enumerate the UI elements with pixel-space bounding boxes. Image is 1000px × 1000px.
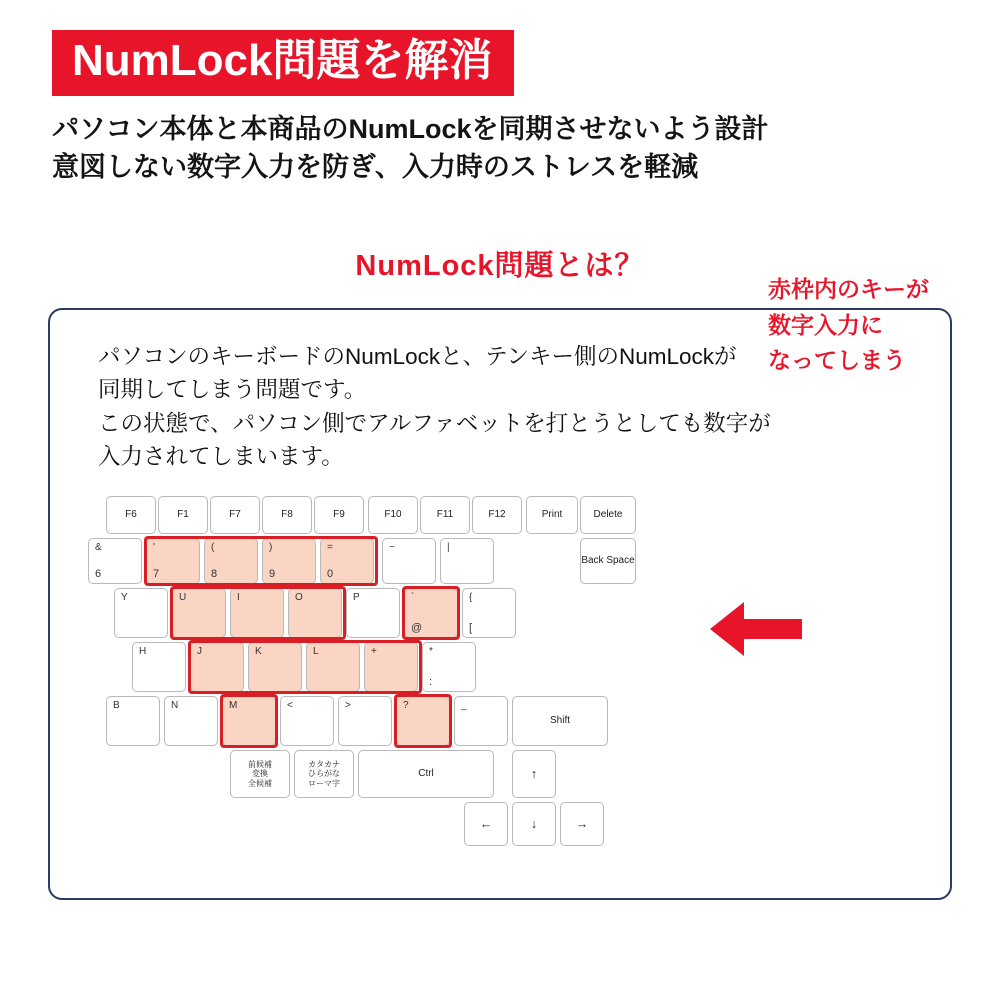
key-j-label: J bbox=[197, 646, 202, 657]
card-body-line-1: パソコンのキーボードのNumLockと、テンキー側のNumLockが bbox=[98, 344, 737, 369]
key-pipe-label: | bbox=[447, 542, 450, 553]
key-l-label: L bbox=[313, 646, 319, 657]
key-8 bbox=[204, 538, 258, 584]
key-f6: F6 bbox=[106, 496, 156, 534]
key-katakana-hiragana bbox=[294, 750, 354, 798]
key-colon-shift-label: * bbox=[429, 646, 433, 657]
key-delete: Delete bbox=[580, 496, 636, 534]
key-u-label: U bbox=[179, 592, 187, 603]
key-ctrl-right: Ctrl bbox=[358, 750, 494, 798]
key-m bbox=[222, 696, 276, 746]
key-comma-label: < bbox=[287, 700, 293, 711]
key-at-shift-label: ` bbox=[411, 592, 415, 603]
key-question bbox=[396, 696, 450, 746]
key-underscore-label: _ bbox=[461, 700, 467, 711]
key-f1: F1 bbox=[158, 496, 208, 534]
key-9-shift-label: ) bbox=[269, 542, 273, 553]
key-y-label: Y bbox=[121, 592, 128, 603]
lead-line-2: 意図しない数字入力を防ぎ、入力時のストレスを軽減 bbox=[52, 152, 699, 183]
key-comma bbox=[280, 696, 334, 746]
key-plus bbox=[364, 642, 418, 692]
key-7 bbox=[146, 538, 200, 584]
key-underscore bbox=[454, 696, 508, 746]
annotation-line-3: なってしまう bbox=[768, 347, 906, 374]
annotation-line-2: 数字入力に bbox=[768, 311, 883, 338]
key-arrow-down-icon: ↓ bbox=[512, 802, 556, 846]
key-katakana-label: カタカナ ひらがな ローマ字 bbox=[308, 760, 340, 788]
key-n bbox=[164, 696, 218, 746]
key-colon-label: : bbox=[429, 675, 433, 688]
explanation-card bbox=[48, 308, 952, 900]
key-i bbox=[230, 588, 284, 638]
key-arrow-left-icon: ← bbox=[464, 802, 508, 846]
key-bracket-label: [ bbox=[469, 621, 473, 634]
key-period-label: > bbox=[345, 700, 351, 711]
key-f12: F12 bbox=[472, 496, 522, 534]
card-body-text bbox=[98, 340, 771, 473]
key-n-label: N bbox=[171, 700, 179, 711]
key-k-label: K bbox=[255, 646, 262, 657]
key-i-label: I bbox=[237, 592, 240, 603]
key-b bbox=[106, 696, 160, 746]
key-j bbox=[190, 642, 244, 692]
key-9 bbox=[262, 538, 316, 584]
key-henkan-label: 前候補 変換 全候補 bbox=[248, 760, 272, 788]
key-m-label: M bbox=[229, 700, 238, 711]
keyboard-diagram bbox=[95, 496, 706, 856]
key-p bbox=[346, 588, 400, 638]
key-arrow-right-icon: → bbox=[560, 802, 604, 846]
key-f11: F11 bbox=[420, 496, 470, 534]
card-body-line-3: この状態で、パソコン側でアルファベットを打とうとしても数字が bbox=[98, 410, 771, 436]
key-arrow-up-icon: ↑ bbox=[512, 750, 556, 798]
key-plus-label: + bbox=[371, 646, 377, 657]
key-henkan bbox=[230, 750, 290, 798]
key-u bbox=[172, 588, 226, 638]
key-f7: F7 bbox=[210, 496, 260, 534]
key-l bbox=[306, 642, 360, 692]
key-7-label: 7 bbox=[153, 567, 160, 580]
key-colon bbox=[422, 642, 476, 692]
key-f8: F8 bbox=[262, 496, 312, 534]
card-body-line-2: 同期してしまう問題です。 bbox=[98, 377, 367, 403]
left-arrow-icon bbox=[710, 602, 810, 656]
lead-line-1: パソコン本体と本商品のNumLockを同期させないよう設計 bbox=[52, 114, 769, 144]
key-tilde-label: ~ bbox=[389, 542, 395, 553]
sub-heading: NumLock問題とは？ bbox=[355, 250, 645, 282]
key-h-label: H bbox=[139, 646, 147, 657]
key-o-label: O bbox=[295, 592, 303, 603]
key-0-shift-label: = bbox=[327, 542, 333, 553]
key-tilde bbox=[382, 538, 436, 584]
key-p-label: P bbox=[353, 592, 360, 603]
lead-paragraph bbox=[52, 110, 768, 187]
key-print: Print bbox=[526, 496, 578, 534]
key-backspace: Back Space bbox=[580, 538, 636, 584]
arrow-head bbox=[710, 602, 744, 656]
key-6-label: 6 bbox=[95, 567, 102, 580]
key-f10: F10 bbox=[368, 496, 418, 534]
key-7-shift-label: ' bbox=[153, 542, 155, 553]
key-period bbox=[338, 696, 392, 746]
key-9-label: 9 bbox=[269, 567, 276, 580]
key-8-label: 8 bbox=[211, 567, 218, 580]
key-shift-right: Shift bbox=[512, 696, 608, 746]
page-title: NumLock問題を解消 bbox=[52, 30, 514, 96]
key-6-shift-label: & bbox=[95, 542, 102, 553]
card-body-line-4: 入力されてしまいます。 bbox=[98, 443, 344, 469]
key-at-label: @ bbox=[411, 621, 423, 634]
arrow-shaft bbox=[740, 619, 802, 639]
key-o bbox=[288, 588, 342, 638]
key-bracket-shift-label: { bbox=[469, 592, 473, 603]
key-f9: F9 bbox=[314, 496, 364, 534]
key-question-label: ? bbox=[403, 700, 409, 711]
key-bracket-left bbox=[462, 588, 516, 638]
key-h bbox=[132, 642, 186, 692]
key-0 bbox=[320, 538, 374, 584]
key-8-shift-label: ( bbox=[211, 542, 215, 553]
key-y bbox=[114, 588, 168, 638]
key-0-label: 0 bbox=[327, 567, 334, 580]
annotation-caption bbox=[768, 272, 929, 379]
annotation-line-1: 赤枠内のキーが bbox=[768, 276, 929, 302]
key-at bbox=[404, 588, 458, 638]
key-pipe bbox=[440, 538, 494, 584]
key-k bbox=[248, 642, 302, 692]
key-6 bbox=[88, 538, 142, 584]
key-b-label: B bbox=[113, 700, 120, 711]
